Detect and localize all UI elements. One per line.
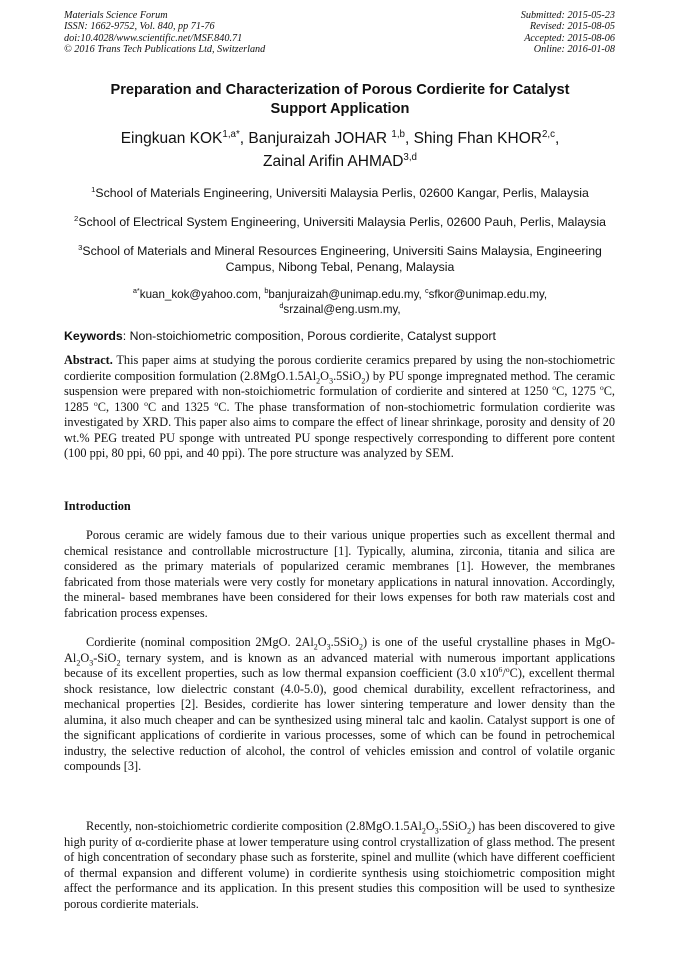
- affiliation-2: [64, 215, 616, 231]
- introduction-heading: Introduction: [64, 499, 131, 513]
- paragraph-text: ) has been discovered to give high purity of α-cordierite phase at lower temperature using control crystallization of glass method. The present of high concentration of secondary phase such as forsterite, spinel and mullite (which have different coefficient of thermal expansion and different volume) in cordierite synthesis using stoichiometric composition might affect the performance and its application. In this present studies this composition will be used to synthesize porous cordierite materials.: [64, 819, 616, 911]
- author-affiliation-mark: 2,c: [541, 128, 555, 140]
- author-name: Zainal Arifin AHMAD: [263, 153, 404, 170]
- abstract-text: C, 1300: [97, 399, 145, 414]
- subscript: 2: [421, 826, 426, 836]
- email-mark: c: [424, 286, 429, 296]
- paragraph-text: O: [80, 650, 90, 665]
- email-a: kuan_kok@yahoo.com,: [139, 288, 265, 301]
- affiliation-number: 3: [78, 242, 83, 252]
- title-line-1: Preparation and Characterization of Porous Cordierite for Catalyst: [110, 82, 570, 98]
- subscript: 2: [76, 657, 81, 667]
- abstract-text: C and 1325: [148, 399, 215, 414]
- degree-mark: o: [93, 398, 98, 408]
- email-mark: d: [279, 301, 284, 311]
- paragraph-text: ternary system, and is known as an advanced material with numerous important applications because of its excellent properties, such as low thermal expansion coefficient (3.0 x10: [64, 650, 615, 680]
- degree-mark: o: [144, 398, 149, 408]
- author-affiliation-mark: 1,a*: [222, 128, 240, 140]
- author-affiliation-mark: 3,d: [403, 151, 417, 163]
- submitted-date: Submitted: 2015-05-23: [520, 10, 615, 21]
- copyright-line: © 2016 Trans Tech Publications Ltd, Switzerland: [64, 44, 266, 56]
- author-emails: [64, 287, 616, 317]
- abstract-label: Abstract.: [64, 353, 113, 367]
- affiliation-text: School of Electrical System Engineering, Universiti Malaysia Perlis, 02600 Pauh, Perlis, Malaysia: [78, 215, 606, 229]
- abstract-text: C, 1275: [556, 384, 600, 398]
- journal-name: Materials Science Forum: [64, 10, 168, 21]
- doi-line: doi:10.4028/www.scientific.net/MSF.840.71: [64, 32, 243, 44]
- intro-paragraph-3: [64, 819, 615, 912]
- intro-paragraph-2: [64, 635, 615, 775]
- paragraph-text: -SiO: [93, 650, 117, 665]
- abstract-text: C, 1285: [64, 384, 615, 414]
- affiliation-3: [64, 244, 616, 275]
- subscript: 2: [361, 375, 366, 385]
- online-date: Online: 2016-01-08: [533, 44, 615, 56]
- abstract-text: ) by PU sponge impregnated method. The ceramic suspension were prepared with non-stoichiometric formulation of cordierite and sintered at 1250: [64, 368, 615, 398]
- revised-date: Revised: 2015-08-05: [529, 21, 615, 33]
- title-line-2: Support Application: [270, 101, 410, 117]
- affiliation-number: 2: [74, 213, 79, 223]
- email-line-2: [64, 302, 616, 317]
- intro-paragraph-1: Porous ceramic are widely famous due to their various unique properties such as excellent thermal and chemical resistance and controllable microstructure [1]. Typically, alumina, zirconia, titania and silica are considered as the primary materials of popularized ceramic membranes [1]. However, the membranes fabricated from those materials were very costly for monetary applications in natural innovation. Accordingly, the mineral- based membranes have been considered for their lows expenses for both raw materials cost and fabrication process expenses.: [64, 528, 615, 620]
- paragraph-text: /: [502, 666, 506, 680]
- abstract-text: C. The phase transformation of non-stochiometric formulation cordierite was investigated by XRD. This paper also aims to compare the effect of linear shrinkage, porosity and density of 20 wt.% PEG treated PU sponge with untreated PU sponge respectively corresponding to different pore content (100 ppi, 80 ppi, 60 ppi, and 40 ppi). The pore structure was analyzed by SEM.: [64, 399, 615, 460]
- abstract-text: O: [320, 368, 330, 383]
- abstract-text: .5SiO: [333, 368, 362, 383]
- superscript: 6: [498, 664, 503, 674]
- email-c: sfkor@unimap.edu.my,: [428, 288, 548, 301]
- paper-title: [70, 81, 610, 119]
- subscript: 3: [434, 826, 439, 836]
- subscript: 3: [326, 642, 331, 652]
- degree-mark: o: [505, 664, 510, 674]
- paragraph-text: C), excellent thermal shock resistance, low dielectric constant (4.0-5.0), good chemical durability, excellent refractoriness, and mechanical properties [2]. Besides, cordierite has lower sintering temperature and lower density than the alumina, it also much cheaper and can be synthesized using mineral talc and kaolin. Catalyst support is one of the significant applications of cordierite in various processes, some of which can be found in petrochemical industry, the selective reduction of alcohol, the control of vehicles emission and control of volatile organic compounds [3].: [64, 666, 615, 773]
- journal-info: [64, 10, 265, 56]
- subscript: 2: [116, 657, 121, 667]
- abstract: [64, 353, 615, 462]
- affiliation-1: [64, 186, 616, 202]
- email-d: srzainal@eng.usm.my,: [283, 303, 401, 316]
- author-list: [70, 127, 610, 173]
- subscript: 3: [89, 657, 94, 667]
- subscript: 2: [316, 375, 321, 385]
- paragraph-text: Recently, non-stoichiometric cordierite composition (2.8MgO.1.5Al: [86, 819, 422, 833]
- paragraph-text: ) is one of the useful crystalline phases in MgO-Al: [64, 635, 615, 665]
- email-line-1: [64, 287, 616, 302]
- degree-mark: o: [599, 382, 604, 392]
- degree-mark: o: [214, 398, 219, 408]
- email-mark: b: [264, 286, 269, 296]
- author-name: Eingkuan KOK: [120, 130, 223, 147]
- paragraph-text: O: [425, 819, 435, 833]
- affiliation-text: School of Materials Engineering, Universiti Malaysia Perlis, 02600 Kangar, Perlis, Malaysia: [95, 186, 589, 200]
- issn-line: ISSN: 1662-9752, Vol. 840, pp 71-76: [64, 21, 215, 33]
- affiliation-number: 1: [91, 184, 96, 194]
- author-name: Shing Fhan KHOR: [413, 130, 542, 147]
- affiliation-text: School of Materials and Mineral Resources Engineering, Universiti Sains Malaysia, Engineering Campus, Nibong Tebal, Penang, Malaysia: [82, 244, 602, 274]
- author-affiliation-mark: 1,b: [391, 128, 405, 140]
- paragraph-text: Cordierite (nominal composition 2MgO. 2Al: [86, 635, 314, 649]
- accepted-date: Accepted: 2015-08-06: [524, 32, 615, 44]
- keywords-line: [64, 329, 616, 344]
- subscript: 2: [467, 826, 472, 836]
- paragraph-text: .5SiO: [330, 635, 360, 649]
- paragraph-text: .5SiO: [438, 819, 468, 833]
- subscript: 2: [359, 642, 364, 652]
- subscript: 2: [313, 642, 318, 652]
- author-line-1: Eingkuan $KOK^{1,a*}$, Banjuraizah JOHAR $^{1,b}$, Shing Fhan KHOR$^{2,c}$,: [120, 128, 560, 147]
- keywords-text: : Non-stoichiometric composition, Porous cordierite, Catalyst support: [122, 329, 496, 343]
- email-b: banjuraizah@unimap.edu.my,: [268, 288, 425, 301]
- author-line-2: [70, 150, 610, 173]
- paragraph-text: O: [317, 635, 327, 649]
- abstract-text: This paper aims at studying the porous cordierite ceramics prepared by using the non-stochiometric cordierite composition formulation (2.8MgO.1.5Al: [64, 353, 615, 383]
- author-name: Banjuraizah JOHAR: [248, 130, 388, 147]
- degree-mark: o: [552, 382, 557, 392]
- keywords-label: Keywords: [64, 329, 123, 343]
- publication-dates: [521, 10, 615, 56]
- subscript: 3: [329, 375, 334, 385]
- email-mark: a*: [132, 286, 140, 296]
